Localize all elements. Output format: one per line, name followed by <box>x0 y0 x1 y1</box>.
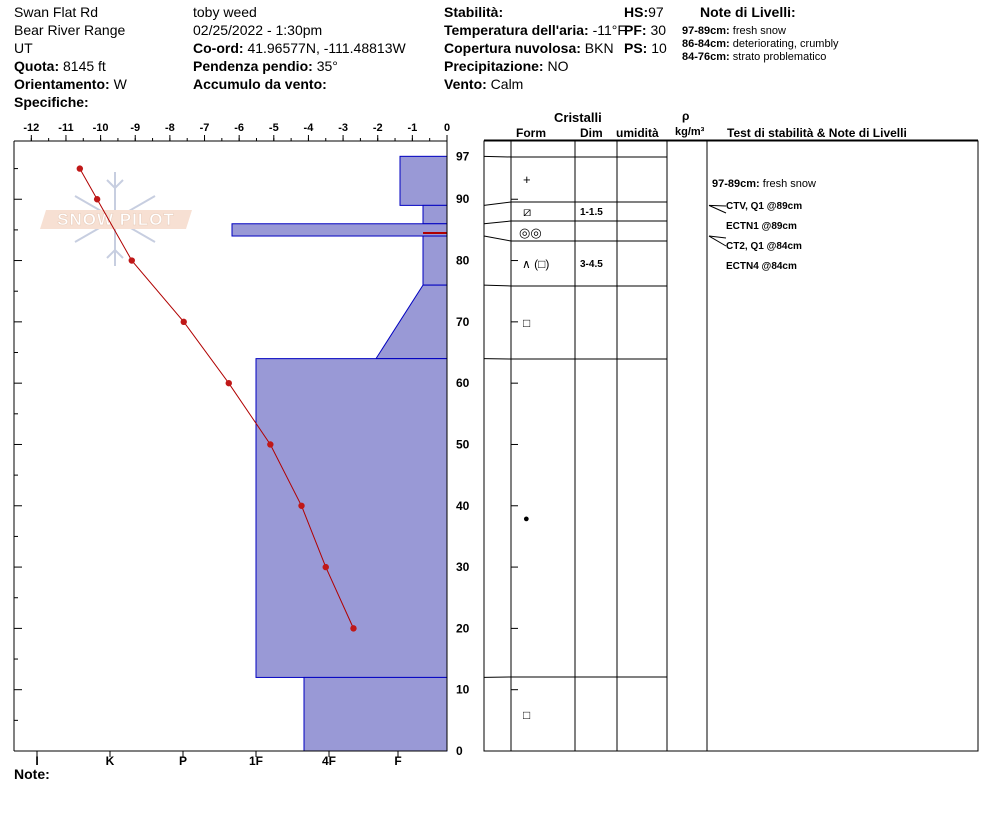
layer-note-text: fresh snow <box>732 25 786 37</box>
pf-label: PF: <box>624 22 647 38</box>
stability-arrow <box>709 205 726 213</box>
specifics-label: Specifiche: <box>14 94 89 110</box>
stability-label: Stabilità: <box>444 4 504 20</box>
ps-label: PS: <box>624 40 648 56</box>
table-connector-line <box>484 221 511 224</box>
table-connector-line <box>484 156 511 157</box>
temperature-point <box>267 441 273 447</box>
hardness-layer <box>423 236 447 285</box>
layer-notes-title: Note di Livelli: <box>700 4 796 20</box>
temp-tick-label: -5 <box>268 122 279 134</box>
coord-value: 41.96577N, -111.48813W <box>247 40 406 56</box>
hardness-layer <box>400 156 447 205</box>
cloud-value: BKN <box>584 40 614 56</box>
umidita-label: umidità <box>616 126 659 140</box>
precip-value: NO <box>547 58 569 74</box>
temp-tick-label: -10 <box>92 122 109 134</box>
stability-note-4: CT2, Q1 @84cm <box>726 241 802 252</box>
air-temp-value: -11°F <box>592 22 626 38</box>
watermark-text: SNOW PILOT <box>57 210 175 229</box>
hardness-layer <box>376 285 447 359</box>
ps-value: 10 <box>651 40 667 56</box>
hardness-layer <box>423 205 447 223</box>
stability-note-2: CTV, Q1 @89cm <box>726 201 803 212</box>
hs-label: HS: <box>624 4 649 20</box>
temp-tick-label: -11 <box>58 122 74 134</box>
hardness-layer <box>232 224 447 236</box>
aspect-value: W <box>113 76 127 92</box>
stability-note-text: fresh snow <box>762 178 816 190</box>
density-unit: kg/m³ <box>675 126 705 138</box>
table-connector-line <box>484 285 511 286</box>
precip-label: Precipitazione: <box>444 58 544 74</box>
temp-tick-label: -7 <box>199 122 210 134</box>
stability-arrow <box>709 205 726 206</box>
temp-tick-label: -9 <box>130 122 141 134</box>
layer-note-range: 97-89cm: <box>682 25 730 37</box>
layer-note-range: 84-76cm: <box>682 51 730 63</box>
height-tick-label: 70 <box>456 314 470 329</box>
layer-note-range: 86-84cm: <box>682 38 730 50</box>
crystal-form-2: ⧄ <box>523 204 532 219</box>
form-label: Form <box>516 126 546 140</box>
stability-note-3: ECTN1 @89cm <box>726 221 797 232</box>
slope-value: 35° <box>316 58 338 74</box>
temp-tick-label: -2 <box>372 122 383 134</box>
height-tick-label: 60 <box>456 376 470 391</box>
temp-tick-label: -3 <box>338 122 348 134</box>
temp-tick-label: -1 <box>407 122 418 134</box>
crystal-dim-2: 1-1.5 <box>580 207 603 218</box>
datetime: 02/25/2022 - 1:30pm <box>193 22 323 38</box>
crystal-dim-4: 3-4.5 <box>580 259 603 270</box>
observer: toby weed <box>193 4 257 20</box>
hardness-label: 4F <box>321 754 337 768</box>
temperature-point <box>181 319 187 325</box>
height-tick-label: 20 <box>456 621 470 636</box>
temperature-point <box>226 380 232 386</box>
snowpilot-watermark <box>40 172 192 266</box>
coord-label: Co-ord: <box>193 40 244 56</box>
table-connector-line <box>484 202 511 205</box>
rho-label: ρ <box>682 109 690 123</box>
hardness-label: P <box>178 754 188 768</box>
temperature-point <box>129 257 135 263</box>
hs-value: 97 <box>648 4 664 20</box>
hardness-label: I <box>35 754 39 768</box>
stability-note-5: ECTN4 @84cm <box>726 261 797 272</box>
temperature-point <box>94 196 100 202</box>
crystal-form-3: ◎◎ <box>519 225 542 240</box>
crystal-form-4: ∧ (□) <box>522 257 550 271</box>
height-tick-label: 50 <box>456 437 470 452</box>
temp-tick-label: -12 <box>23 122 40 134</box>
elevation-value: 8145 ft <box>63 58 106 74</box>
wind-value: Calm <box>490 76 524 92</box>
elevation-label: Quota: <box>14 58 60 74</box>
stability-note-bold: 97-89cm: <box>712 178 760 190</box>
temp-tick-label: -8 <box>164 122 175 134</box>
layer-note-text: strato problematico <box>732 51 827 63</box>
height-tick-label: 10 <box>456 682 470 697</box>
temperature-point <box>77 165 83 171</box>
hardness-label: F <box>394 754 402 768</box>
layer-table-frame <box>484 141 978 751</box>
hardness-layer <box>304 677 447 751</box>
pf-value: 30 <box>650 22 667 38</box>
layer-note-text: deteriorating, crumbly <box>732 38 839 50</box>
temp-tick-label: -6 <box>234 122 245 134</box>
height-tick-label: 97 <box>456 149 470 164</box>
wind-label: Vento: <box>444 76 487 92</box>
range: Bear River Range <box>14 22 126 38</box>
state: UT <box>14 40 33 56</box>
wind-loading-label: Accumulo da vento: <box>193 76 327 92</box>
height-tick-label: 40 <box>456 498 470 513</box>
temperature-point <box>323 564 329 570</box>
height-tick-label: 0 <box>456 744 463 758</box>
temperature-point <box>298 503 304 509</box>
crystal-form-1: + <box>523 172 531 187</box>
note-label: Note: <box>14 766 50 782</box>
height-tick-label: 80 <box>456 253 470 268</box>
hardness-label: K <box>105 754 115 768</box>
temp-tick-label: 0 <box>443 122 451 134</box>
aspect-label: Orientamento: <box>14 76 110 92</box>
temp-tick-label: -4 <box>303 122 314 134</box>
location: Swan Flat Rd <box>14 4 99 20</box>
crystal-form-7: □ <box>523 708 531 722</box>
stability-notes-header: Test di stabilità & Note di Livelli <box>727 126 907 140</box>
table-connector-line <box>484 236 511 241</box>
dim-label: Dim <box>580 126 603 140</box>
temperature-point <box>350 625 356 631</box>
crystal-form-5: □ <box>523 316 531 330</box>
slope-label: Pendenza pendio: <box>193 58 313 74</box>
hardness-label: 1F <box>248 754 264 768</box>
height-tick-label: 30 <box>456 560 470 575</box>
height-tick-label: 90 <box>456 192 470 207</box>
crystal-form-6: ● <box>523 513 530 525</box>
air-temp-label: Temperatura dell'aria: <box>444 22 589 38</box>
cristalli-label: Cristalli <box>554 110 602 125</box>
cloud-label: Copertura nuvolosa: <box>444 40 581 56</box>
